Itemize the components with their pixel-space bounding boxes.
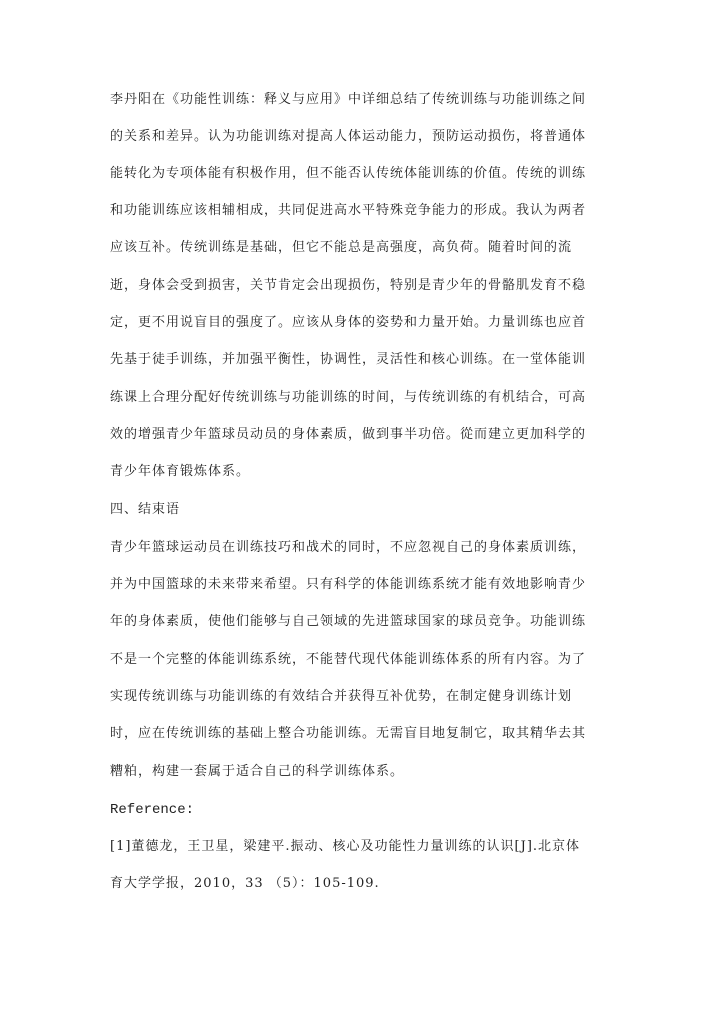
paragraph-line: 应该互补。传统训练是基础，但它不能总是高强度，高负荷。随着时间的流 bbox=[110, 240, 573, 255]
paragraph-line: 定，更不用说盲目的强度了。应该从身体的姿势和力量开始。力量训练也应首 bbox=[110, 315, 587, 330]
paragraph-line: 并为中国篮球的未来带来希望。只有科学的体能训练系统才能有效地影响青少 bbox=[110, 577, 587, 592]
paragraph-line: 时，应在传统训练的基础上整合功能训练。无需盲目地复制它，取其精华去其 bbox=[110, 726, 587, 741]
reference-item: 育大学学报，2010，33 （5）：105-109. bbox=[110, 876, 380, 891]
paragraph-line: 不是一个完整的体能训练系统，不能替代现代体能训练体系的所有内容。为了 bbox=[110, 652, 587, 667]
paragraph-line: 能转化为专项体能有积极作用，但不能否认传统体能训练的价值。传统的训练 bbox=[110, 166, 587, 181]
paragraph-line: 李丹阳在《功能性训练：释义与应用》中详细总结了传统训练与功能训练之间 bbox=[110, 92, 587, 107]
paragraph-line: 年的身体素质，使他们能够与自己领域的先进篮球国家的球员竞争。功能训练 bbox=[110, 614, 587, 629]
paragraph-line: 先基于徒手训练，并加强平衡性，协调性，灵活性和核心训练。在一堂体能训 bbox=[110, 352, 587, 367]
paragraph-line: 青少年体育锻炼体系。 bbox=[110, 464, 251, 479]
paragraph-line: 效的增强青少年篮球员动员的身体素质，做到事半功倍。從而建立更加科学的 bbox=[110, 427, 587, 442]
paragraph-line: 青少年篮球运动员在训练技巧和战术的同时，不应忽视自己的身体素质训练， bbox=[110, 540, 587, 555]
paragraph-line: 糟粕，构建一套属于适合自己的科学训练体系。 bbox=[110, 764, 405, 779]
paragraph-line: 的关系和差异。认为功能训练对提高人体运动能力，预防运动损伤，将普通体 bbox=[110, 129, 587, 144]
section-heading: 四、结束语 bbox=[110, 502, 181, 517]
paragraph-line: 逝，身体会受到损害，关节肯定会出现损伤，特别是青少年的骨骼肌发育不稳 bbox=[110, 278, 587, 293]
reference-item: [1]董德龙，王卫星，梁建平.振动、核心及功能性力量训练的认识[J].北京体 bbox=[110, 839, 581, 854]
paragraph-line: 练课上合理分配好传统训练与功能训练的时间，与传统训练的有机结合，可高 bbox=[110, 390, 587, 405]
reference-heading: Reference: bbox=[110, 802, 195, 818]
paragraph-line: 实现传统训练与功能训练的有效结合并获得互补优势，在制定健身训练计划 bbox=[110, 689, 573, 704]
paragraph-line: 和功能训练应该相辅相成，共同促进高水平特殊竞争能力的形成。我认为两者 bbox=[110, 203, 587, 218]
